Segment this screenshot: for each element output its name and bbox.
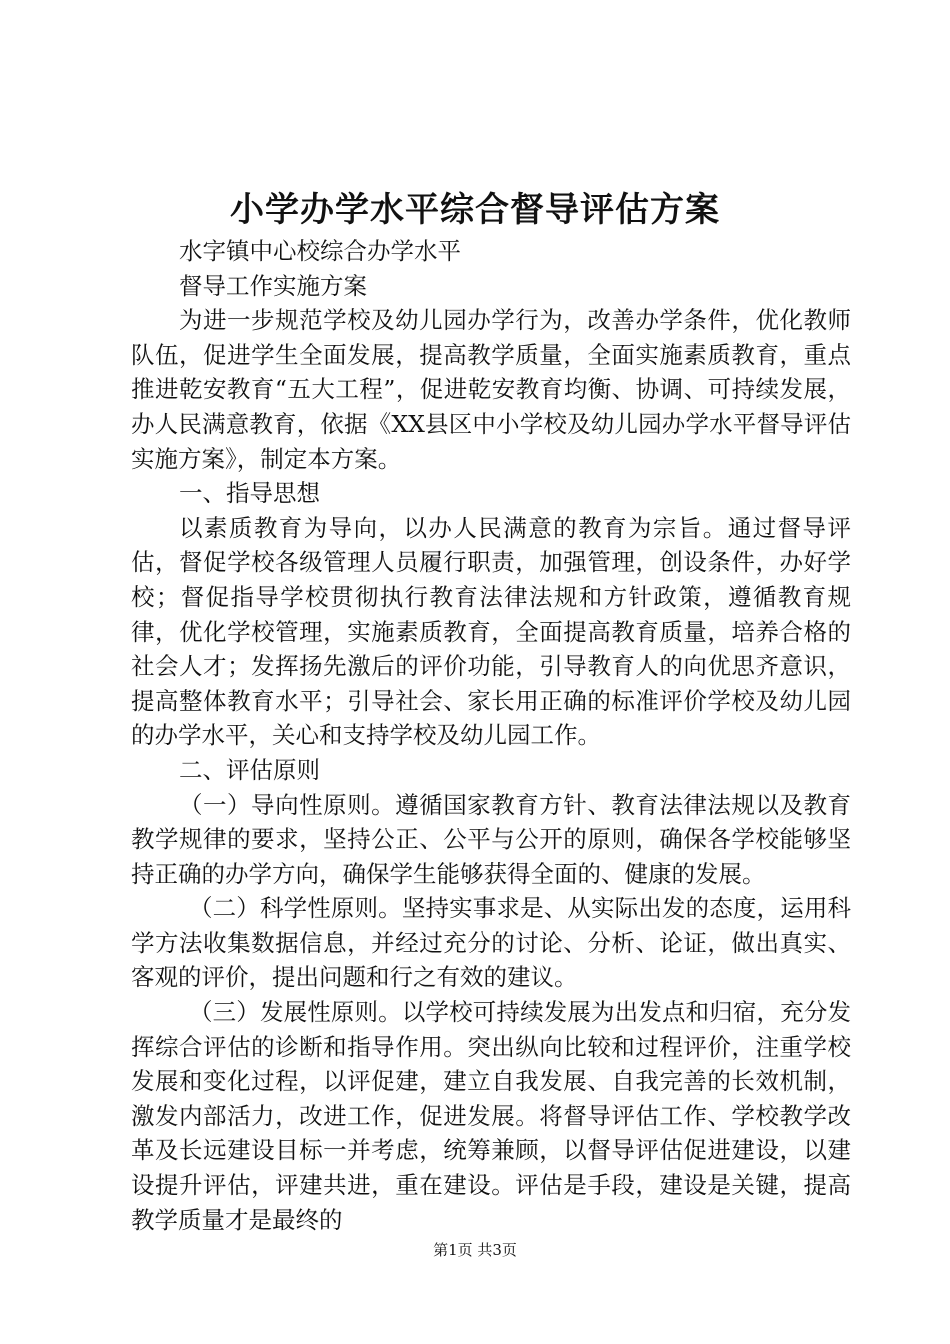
principle-2-paragraph: （二）科学性原则。坚持实事求是、从实际出发的态度，运用科学方法收集数据信息，并经过充分的讨论、分析、论证，做出真实、客观的评价，提出问题和行之有效的建议。 bbox=[131, 894, 851, 992]
intro-paragraph: 为进一步规范学校及幼儿园办学行为，改善办学条件，优化教师队伍，促进学生全面发展，提高教学质量，全面实施素质教育，重点推进乾安教育“五大工程”，促进乾安教育均衡、协调、可持续发展，办人民满意教育，依据《XX县区中小学校及幼儿园办学水平督导评估实施方案》，制定本方案。 bbox=[131, 306, 851, 473]
section-heading-principles: 二、评估原则 bbox=[179, 755, 320, 784]
subtitle-line-1: 水字镇中心校综合办学水平 bbox=[179, 237, 461, 265]
document-title: 小学办学水平综合督导评估方案 bbox=[230, 190, 720, 230]
principle-1-paragraph: （一）导向性原则。遵循国家教育方针、教育法律法规以及教育教学规律的要求，坚持公正、公平与公开的原则，确保各学校能够坚持正确的办学方向，确保学生能够获得全面的、健康的发展。 bbox=[131, 790, 851, 888]
subtitle-line-2: 督导工作实施方案 bbox=[179, 271, 367, 300]
guiding-thought-paragraph: 以素质教育为导向，以办人民满意的教育为宗旨。通过督导评估，督促学校各级管理人员履行职责，加强管理，创设条件，办好学校；督促指导学校贯彻执行教育法律法规和方针政策，遵循教育规律，优化学校管理，实施素质教育，全面提高教育质量，培养合格的社会人才；发挥扬先激后的评价功能，引导教育人的向优思齐意识，提高整体教育水平；引导社会、家长用正确的标准评价学校及幼儿园的办学水平，关心和支持学校及幼儿园工作。 bbox=[131, 513, 851, 750]
section-heading-guiding-thought: 一、指导思想 bbox=[179, 479, 320, 508]
document-body bbox=[131, 234, 851, 1237]
page-number-footer: 第1页 共3页 bbox=[433, 1241, 517, 1259]
principle-3-paragraph: （三）发展性原则。以学校可持续发展为出发点和归宿，充分发挥综合评估的诊断和指导作用。突出纵向比较和过程评价，注重学校发展和变化过程，以评促建，建立自我发展、自我完善的长效机制，激发内部活力，改进工作，促进发展。将督导评估工作、学校教学改革及长远建设目标一并考虑，统筹兼顾，以督导评估促进建设，以建设提升评估，评建共进，重在建设。评估是手段，建设是关键，提高教学质量才是最终的 bbox=[131, 998, 851, 1234]
